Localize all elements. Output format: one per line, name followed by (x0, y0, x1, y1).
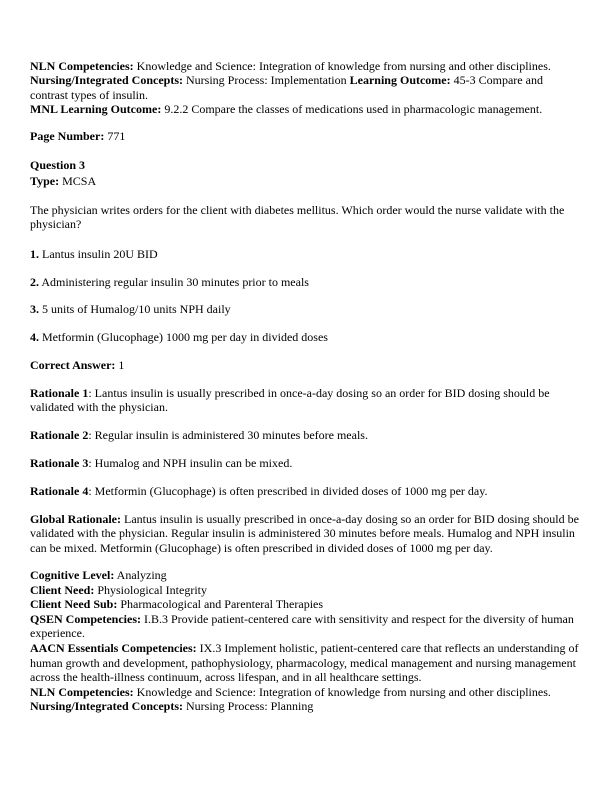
option-text: 5 units of Humalog/10 units NPH daily (39, 302, 231, 316)
value: Nursing Process: Implementation (183, 73, 350, 88)
option-1 (30, 247, 582, 261)
value: 1 (115, 358, 125, 372)
value: 771 (104, 129, 126, 143)
label: Rationale 1 (30, 386, 89, 400)
label: Learning Outcome: (349, 73, 451, 88)
value: Nursing Process: Planning (183, 699, 314, 714)
client-need-sub (30, 597, 582, 612)
option-number: 3. (30, 302, 39, 316)
footer-metadata (30, 568, 582, 714)
option-number: 1. (30, 247, 39, 261)
label: Nursing/Integrated Concepts: (30, 73, 183, 88)
label: Page Number: (30, 129, 105, 143)
qsen-competencies (30, 612, 582, 641)
label: Client Need: (30, 582, 95, 597)
label: Rationale 4 (30, 484, 89, 498)
rationale-3 (30, 456, 582, 470)
value: : Regular insulin is administered 30 minutes before meals. (88, 428, 368, 442)
label: NLN Competencies: (30, 684, 134, 699)
label: MNL Learning Outcome: (30, 101, 162, 116)
label: Global Rationale: (30, 512, 122, 526)
nursing-concepts (30, 699, 582, 714)
option-4 (30, 330, 582, 344)
label: Client Need Sub: (30, 597, 118, 612)
label: Cognitive Level: (30, 568, 115, 582)
option-text: Administering regular insulin 30 minutes prior to meals (39, 275, 309, 289)
nln-competencies (30, 59, 582, 73)
option-text: Lantus insulin 20U BID (39, 247, 158, 261)
cognitive-level (30, 568, 582, 583)
mnl-learning-outcome (30, 102, 582, 116)
value: : Lantus insulin is usually prescribed in once-a-day dosing so an order for BID dosing should be validated with the physician. (30, 386, 550, 415)
label: NLN Competencies: (30, 59, 134, 73)
option-3 (30, 302, 582, 316)
value: : Humalog and NPH insulin can be mixed. (88, 456, 293, 470)
page-number (30, 129, 582, 143)
label: AACN Essentials Competencies: (30, 640, 197, 655)
value: 9.2.2 Compare the classes of medications used in pharmacologic management. (161, 101, 543, 116)
label: Correct Answer: (30, 358, 116, 372)
question-stem: The physician writes orders for the client with diabetes mellitus. Which order would the nurse validate with the physician? (30, 203, 565, 232)
label: Rationale 3 (30, 456, 89, 470)
question-type: MCSA (59, 173, 97, 188)
nursing-concepts (30, 73, 582, 102)
value: : Metformin (Glucophage) is often prescribed in divided doses of 1000 mg per day. (88, 484, 488, 498)
rationale-2 (30, 428, 582, 442)
value: Analyzing (114, 568, 167, 582)
correct-answer (30, 358, 582, 372)
value: Pharmacological and Parenteral Therapies (117, 597, 324, 612)
value: 45-3 Compare and contrast types of insulin. (30, 73, 543, 102)
rationale-4 (30, 484, 582, 498)
question-heading (30, 158, 582, 188)
value: Knowledge and Science: Integration of knowledge from nursing and other disciplines. (133, 59, 551, 73)
label: Type: (30, 173, 60, 188)
client-need (30, 583, 582, 598)
global-rationale (30, 512, 582, 555)
value: IX.3 Implement holistic, patient-centered care that reflects an understanding of human growth and development, pathophysiology, pharmacology, medical management and nursing management across the health-illness continuum, across lifespan, and in all healthcare settings. (30, 640, 579, 685)
value: Physiological Integrity (94, 582, 207, 597)
option-number: 4. (30, 330, 39, 344)
option-text: Metformin (Glucophage) 1000 mg per day in divided doses (39, 330, 328, 344)
aacn-competencies (30, 641, 582, 685)
value: I.B.3 Provide patient-centered care with sensitivity and respect for the diversity of human experience. (30, 611, 574, 641)
label: Nursing/Integrated Concepts: (30, 699, 183, 714)
value: Knowledge and Science: Integration of knowledge from nursing and other disciplines. (133, 684, 551, 699)
question-title: Question 3 (30, 158, 86, 172)
option-number: 2. (30, 275, 39, 289)
nln-competencies (30, 685, 582, 700)
header-metadata (30, 59, 582, 116)
rationale-1 (30, 386, 582, 415)
label: QSEN Competencies: (30, 611, 141, 626)
value: Lantus insulin is usually prescribed in once-a-day dosing so an order for BID dosing should be validated with the physician. Regular insulin is administered 30 minutes before meals. Humalog and NPH insulin can be mixed. Metformin (Glucophage) is often prescribed in divided doses of 1000 mg per day. (30, 512, 579, 555)
option-2 (30, 275, 582, 289)
label: Rationale 2 (30, 428, 89, 442)
